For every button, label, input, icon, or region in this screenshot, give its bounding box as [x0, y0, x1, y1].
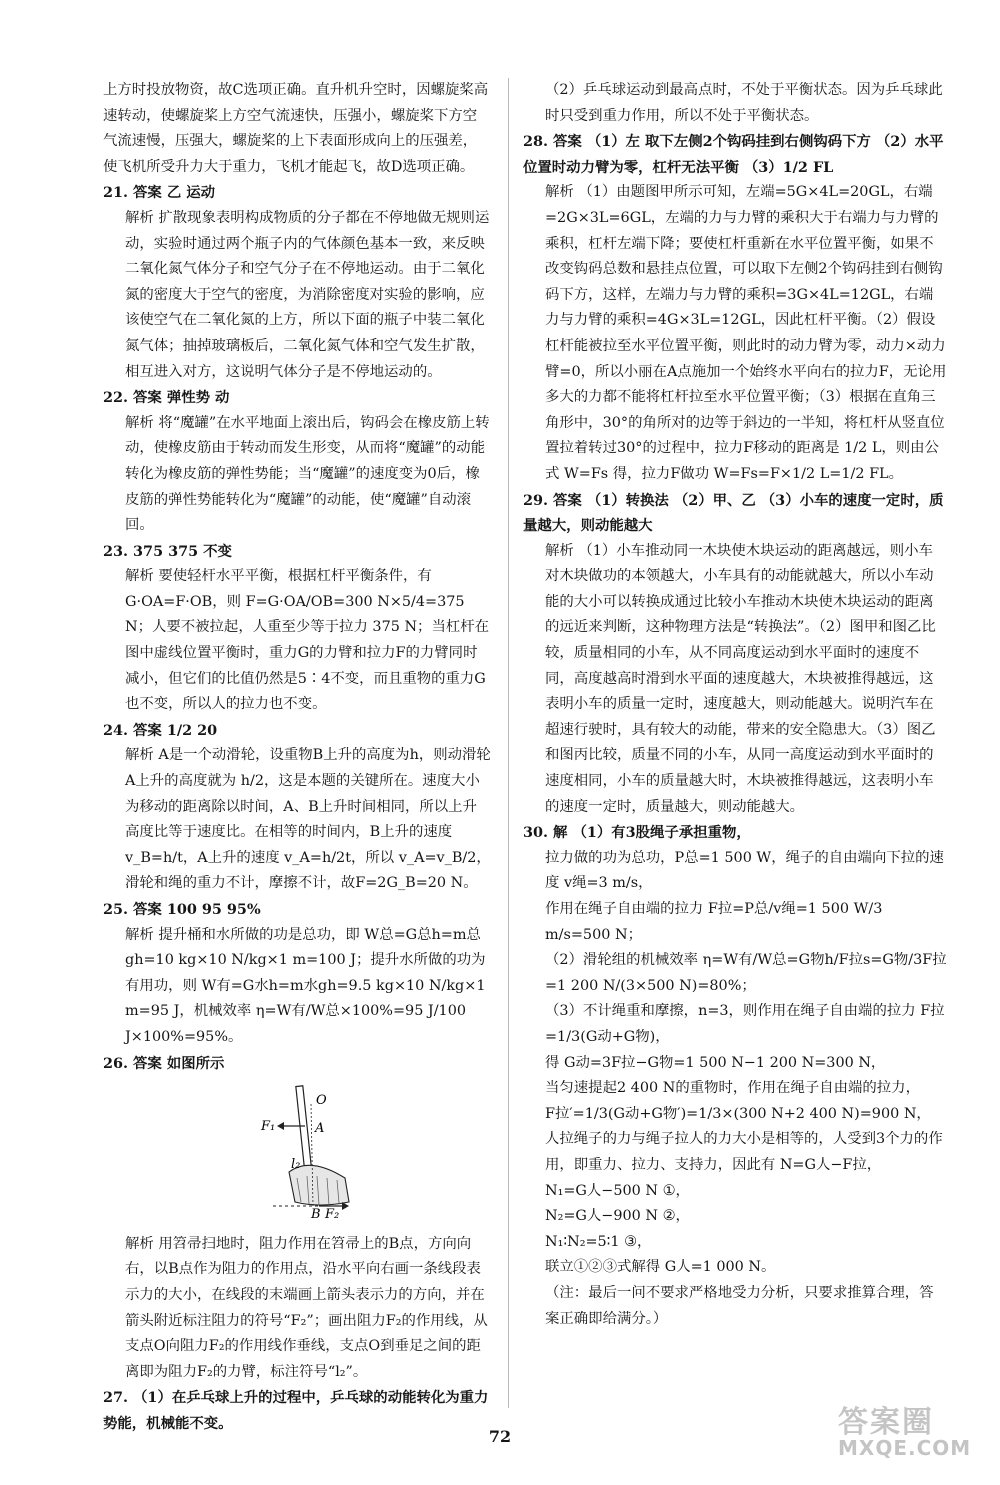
watermark-url: MXQE.COM [838, 1435, 972, 1460]
right-paragraph: （2）乒乓球运动到最高点时，不处于平衡状态。因为乒乓球此时只受到重力作用，所以不处于平衡状态。 [545, 82, 943, 124]
right-paragraph: 拉力做的功为总功，P总=1 500 W，绳子的自由端向下拉的速度 v绳=3 m/s， [545, 849, 944, 892]
broom-figure [253, 1082, 403, 1218]
label-F2: F₂ [325, 1207, 340, 1219]
left-paragraph: 22. 答案 弹性势 动 [103, 389, 230, 407]
watermark-logo-text: 答案圈 [838, 1405, 934, 1440]
right-entries [523, 78, 947, 1332]
label-B: B [311, 1207, 321, 1219]
page-number: 72 [488, 1427, 512, 1446]
left-paragraph: 解析 要使轻杆水平平衡，根据杠杆平衡条件，有G·OA=F·OB，则 F=G·OA/OB=300 N×5/4=375 N；人要不被拉起，人重至少等于拉力 375 N；当杠杆在图中虚线位置平衡时，重力G的力臂和拉力F的力臂同时减小，但它们的比值仍然是5∶4不变，而且重物的重力G也不变，所以人的拉力也不变。 [125, 568, 490, 713]
left-paragraph: 21. 答案 乙 运动 [103, 184, 216, 202]
left-paragraph: 26. 答案 如图所示 [103, 1054, 225, 1072]
right-paragraph: N₁∶N₂=5∶1 ③， [545, 1233, 652, 1250]
right-paragraph: 解析 （1）由题图甲所示可知，左端=5G×4L=20GL，右端=2G×3L=6GL，左端的力与力臂的乘积大于右端力与力臂的乘积，杠杆左端下降；要使杠杆重新在水平位置平衡，如果不改变钩码总数和悬挂点位置，可以取下左侧2个钩码挂到右侧钩码下方，这样，左端力与力臂的乘积=3G×4L=12GL，右端力与力臂的乘积=4G×3L=12GL，因此杠杆平衡。（2）假设杠杆能被拉至水平位置平衡，则此时的动力臂为零，动力×动力臂=0，所以小丽在A点施加一个始终水平向右的拉力F，无论用多大的力都不能将杠杆拉至水平位置平衡；（3）根据在直角三角形中，30°的角所对的边等于斜边的一半知，将杠杆从竖直位置拉着转过30°的过程中，拉力F移动的距离是 1/2 L，则由公式 W=Fs 得，拉力F做功 W=Fs=F×1/2 L=1/2 FL。 [545, 184, 947, 482]
left-paragraph: 23. 375 375 不变 [103, 542, 232, 560]
left-column [103, 78, 491, 1437]
left-paragraph: 24. 答案 1/2 20 [103, 721, 218, 739]
left-paragraph: 25. 答案 100 95 95% [103, 901, 261, 918]
right-paragraph: F拉′=1/3(G动+G物′)=1/3×(300 N+2 400 N)=900 N， [545, 1105, 931, 1122]
right-paragraph: 人拉绳子的力与绳子拉人的力大小是相等的，人受到3个力的作用，即重力、拉力、支持力，因此有 N=G人−F拉， [545, 1131, 943, 1173]
right-paragraph: （2）滑轮组的机械效率 η=W有/W总=G物h/F拉s=G物/3F拉=1 200 N/(3×500 N)=80%； [545, 952, 947, 994]
left-paragraph: 解析 提升桶和水所做的功是总功，即 W总=G总h=m总gh=10 kg×10 N/kg×1 m=100 J；提升水所做的功为有用功，则 W有=G水h=m水gh=9.5 kg×10 N/kg×1 m=95 J，机械效率 η=W有/W总×100%=95 J/100 J×100%=95%。 [125, 926, 486, 1045]
label-F1: F₁ [261, 1119, 276, 1135]
right-paragraph: 30. 解 （1）有3股绳子承担重物， [523, 824, 751, 842]
right-paragraph: 作用在绳子自由端的拉力 F拉=P总/v绳=1 500 W/3 m/s=500 N； [545, 901, 883, 943]
right-paragraph: N₂=G人−900 N ②， [545, 1208, 690, 1225]
left-after-fig-paragraph: 解析 用笤帚扫地时，阻力作用在笤帚上的B点，方向向右，以B点作为阻力的作用点，沿水平向右画一条线段表示力的大小，在线段的末端画上箭头表示力的方向，并在箭头附近标注阻力的符号“F₂”；画出阻力F₂的作用线，从支点O向阻力F₂的作用线作垂线，支点O到垂足之间的距离即为阻力F₂的力臂，标注符号“l₂”。 [125, 1235, 488, 1380]
right-paragraph: （3）不计绳重和摩擦，n=3，则作用在绳子自由端的拉力 F拉=1/3(G动+G物)， [545, 1003, 945, 1045]
right-paragraph: 当匀速提起2 400 N的重物时，作用在绳子自由端的拉力， [545, 1080, 920, 1097]
right-paragraph: 联立①②③式解得 G人=1 000 N。 [545, 1259, 776, 1276]
label-l2: l₂ [291, 1157, 301, 1173]
right-paragraph: 29. 答案 （1）转换法 （2）甲、乙 （3）小车的速度一定时，质量越大，则动能越大 [523, 491, 944, 535]
right-paragraph: 解析 （1）小车推动同一木块使木块运动的距离越远，则小车对木块做功的本领越大，小车具有的动能就越大，所以小车动能的大小可以转换成通过比较小车推动木块使木块运动的距离的远近来判断，这种物理方法是“转换法”。（2）图甲和图乙比较，质量相同的小车，从不同高度运动到水平面时的速度不同，高度越高时滑到水平面的速度越大，木块被推得越远，这表明小车的质量一定时，速度越大，则动能越大。说明汽车在超速行驶时，具有较大的动能，带来的安全隐患大。（3）图乙和图丙比较，质量不同的小车，从同一高度运动到水平面时的速度相同，小车的质量越大时，木块被推得越远，这表明小车的速度一定时，质量越大，则动能越大。 [545, 542, 936, 815]
column-divider [508, 78, 509, 1408]
label-O: O [316, 1093, 327, 1109]
right-paragraph: N₁=G人−500 N ①， [545, 1182, 690, 1199]
left-entries-after-figure [103, 1232, 491, 1437]
left-paragraph: 解析 将“魔罐”在水平地面上滚出后，钩码会在橡皮筋上转动，使橡皮筋由于转动而发生形变，从而将“魔罐”的动能转化为橡皮筋的弹性势能；当“魔罐”的速度变为0后，橡皮筋的弹性势能转化为“魔罐”的动能，使“魔罐”自动滚回。 [125, 414, 490, 534]
label-A: A [315, 1121, 325, 1137]
right-paragraph: 28. 答案 （1）左 取下左侧2个钩码挂到右侧钩码下方 （2）水平位置时动力臂为零，杠杆无法平衡 （3）1/2 FL [523, 133, 944, 176]
left-after-fig-paragraph: 27. （1）在乒乓球上升的过程中，乒乓球的动能转化为重力势能，机械能不变。 [103, 1389, 489, 1432]
left-paragraph: 解析 A是一个动滑轮，设重物B上升的高度为h，则动滑轮A上升的高度就为 h/2，这是本题的关键所在。速度大小为移动的距离除以时间，A、B上升时间相同，所以上升高度比等于速度比。在相等的时间内，B上升的速度 v_B=h/t，A上升的速度 v_A=h/2t，所以 v_A=v_B/2，滑轮和绳的重力不计，摩擦不计，故F=2G_B=20 N。 [125, 747, 491, 892]
right-paragraph: 得 G动=3F拉−G物=1 500 N−1 200 N=300 N， [545, 1054, 886, 1071]
watermark [838, 1405, 978, 1472]
right-paragraph: （注：最后一问不要求严格地受力分析，只要求推算合理，答案正确即给满分。） [545, 1284, 934, 1327]
left-paragraph: 上方时投放物资，故C选项正确。直升机升空时，因螺旋桨高速转动，使螺旋桨上方空气流速快，压强小，螺旋桨下方空气流速慢，压强大，螺旋桨的上下表面形成向上的压强差，使飞机所受升力大于重力，飞机才能起飞，故D选项正确。 [103, 82, 489, 175]
right-column [523, 78, 947, 1332]
left-entries [103, 78, 491, 1076]
left-paragraph: 解析 扩散现象表明构成物质的分子都在不停地做无规则运动，实验时通过两个瓶子内的气体颜色基本一致，来反映二氧化氮气体分子和空气分子在不停地运动。由于二氧化氮的密度大于空气的密度，为消除密度对实验的影响，应该使空气在二氧化氮的上方，所以下面的瓶子中装二氧化氮气体；抽掉玻璃板后，二氧化氮气体和空气发生扩散，相互进入对方，这说明气体分子是不停地运动的。 [125, 209, 490, 380]
